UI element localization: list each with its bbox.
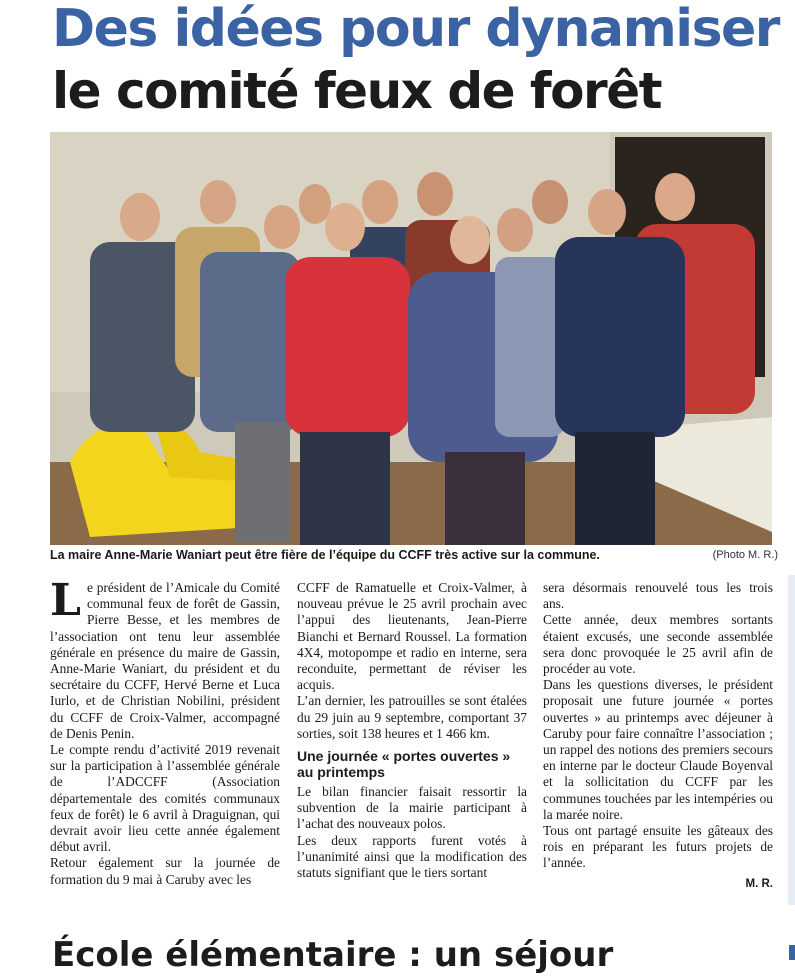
article-column-1 <box>50 575 280 888</box>
article-paragraph: Les deux rapports furent votés à l’unanimité ainsi que la modification des statuts signifiant que le tiers sortant <box>297 832 527 881</box>
next-article-headline: École élémentaire : un séjour <box>52 935 614 975</box>
article-paragraph: Retour également sur la journée de formation du 9 mai à Caruby avec les <box>50 855 280 887</box>
article-paragraph: sera désormais renouvelé tous les trois ans. <box>543 580 773 612</box>
article-paragraph: L’an dernier, les patrouilles se sont étalées du 29 juin au 9 septembre, comportant 37 sorties, soit 138 heures et 1 466 km. <box>297 693 527 741</box>
article-column-2 <box>297 580 527 881</box>
drop-cap: L <box>50 575 81 626</box>
caption-text: La maire Anne-Marie Waniart peut être fière de l’équipe du CCFF très active sur la commune. <box>50 548 600 562</box>
page-edge-accent <box>789 945 795 960</box>
article-paragraph: Dans les questions diverses, le président proposait une future journée « portes ouvertes » au printemps avec déjeuner à Caruby pour faire connaître l’association ; un rappel des notions des premiers secours en interne par le docteur Claude Boyenval et la sollicitation du CCFF par les communes touchées par les intempéries ou la marée noire. <box>543 677 773 822</box>
author-signature: M. R. <box>745 877 773 890</box>
headline-line-1: Des idées pour dynamiser <box>52 0 779 59</box>
article-paragraph: Le bilan financier faisait ressortir la subvention de la mairie participant à l’achat des nouveaux polos. <box>297 784 527 832</box>
article-paragraph <box>50 575 280 742</box>
group-photo <box>50 132 772 545</box>
article-paragraph: Tous ont partagé ensuite les gâteaux des rois en préparant les futurs projets de l’année. <box>543 823 773 871</box>
article-subheading: Une journée « portes ouvertes » au printemps <box>297 748 511 781</box>
photo-caption <box>50 548 778 568</box>
paragraph-text: e président de l’Amicale du Comité communal feux de forêt de Gassin, Pierre Besse, et les membres de l’association ont tenu leur assemblée générale en présence du maire de Gassin, Anne-Marie Waniart, du président et du secrétaire du CCFF, Hervé Berne et Luca Iurlo, et de Christian Nobilini, président du CCFF de Croix-Valmer, accompagné de Denis Penin. <box>50 580 280 741</box>
page-edge-bar <box>788 575 795 905</box>
article-paragraph: Le compte rendu d’activité 2019 revenait sur la participation à l’assemblée générale de l’ADCCFF (Association départementale des comités communaux feux de forêt) le 6 avril à Draguignan, qui devrait avoir lieu cette année également début avril. <box>50 742 280 855</box>
article-column-3 <box>543 580 773 892</box>
headline-line-2: le comité feux de forêt <box>52 62 662 120</box>
article-paragraph: CCFF de Ramatuelle et Croix-Valmer, à nouveau prévue le 25 avril prochain avec l’appui des lieutenants, Jean-Pierre Bianchi et Bernard Roussel. La formation 4X4, motopompe et radio en interne, sera reconduite, permettant de réviser les acquis. <box>297 580 527 693</box>
photo-credit: (Photo M. R.) <box>712 549 778 561</box>
article-paragraph: Cette année, deux membres sortants étaient excusés, une seconde assemblée sera donc provoquée le 25 avril afin de procéder au vote. <box>543 612 773 677</box>
group-photo-illustration <box>50 132 772 545</box>
